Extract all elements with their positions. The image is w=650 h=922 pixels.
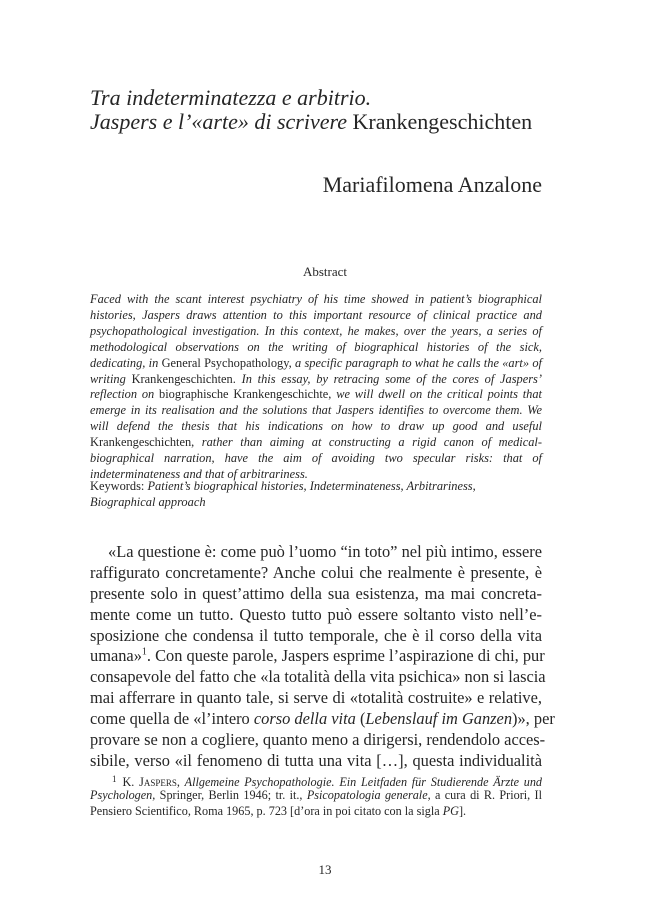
abstract-roman-4: Krankengeschichten,	[90, 435, 195, 450]
abstract-part-4: we will dwell on the critical points that emerge in its realisation and the solutions that Jaspers identifies to overcome them. We will defend the thesis that his indications on how to draw up good and useful	[90, 387, 542, 434]
footnote-text: ].	[458, 803, 467, 818]
body-text: . Con queste parole, Jaspers esprime l’aspirazione di chi, pur	[146, 646, 545, 666]
footnote-author: K. Jaspers,	[122, 775, 180, 789]
footnote-translation-title: Psicopatologia generale,	[306, 787, 431, 802]
footnote-text: Pensiero Scientifico, Roma 1965, p. 723 [d’ora in poi citato con la sigla	[90, 803, 440, 818]
footnote-title-cont: Psychologen,	[90, 787, 156, 802]
title-line-2-roman: Krankengeschichten	[352, 109, 533, 134]
abstract-part-5: rather than aiming at constructing a rigid canon of medical-biographical narration, have the aim of avoiding two specular risks: that of indeterminateness and that of arbitrariness.	[90, 435, 542, 481]
body-line	[90, 709, 555, 730]
body-italic: corso della vita	[253, 709, 356, 729]
abstract-part-1: Faced with the scant interest psychiatry of his time showed in patient’s biographical histories, Jaspers draws attention to this important resource of clinical practice and psychopathological investigation. In this context, he makes, over the years, a series of methodological observations on the writing of biographical histories of the sick, dedicating, in	[90, 292, 542, 370]
footnote-ref[interactable]: 1	[141, 646, 147, 658]
body-line: consapevole del fatto che «la totalità della vita psichica» non si lascia	[90, 667, 546, 687]
body-line: mente come un tutto. Questo tutto può essere soltanto visto nell’e-	[90, 604, 542, 624]
abstract-part-3: In this essay, by retracing some of the cores of Jaspers’ reflection on	[90, 371, 542, 402]
abstract-roman-1: General Psychopathology,	[161, 355, 292, 370]
page-number: 13	[318, 862, 332, 877]
body-line: presente solo in quest’attimo della sua esistenza, ma mai concreta-	[90, 583, 542, 603]
keywords	[90, 479, 542, 511]
abstract-heading: Abstract	[302, 264, 348, 279]
footnote-line	[90, 804, 542, 820]
footnote-title: Allgemeine Psychopathologie. Ein Leitfaden für Studierende Ärzte und	[184, 775, 543, 789]
footnote-abbrev: PG	[442, 803, 459, 818]
author-name: Mariafilomena Anzalone	[322, 172, 542, 197]
body-line: sposizione che condensa il tutto temporale, che è il corso della vita	[90, 625, 542, 645]
body-line	[90, 646, 545, 667]
body-line: sibile, verso «il fenomeno di tutta una vita […], questa individualità	[90, 750, 542, 770]
abstract-roman-3: biographische Krankengeschichte,	[159, 387, 332, 402]
body-line: mai afferrare in quanto tale, si serve di «totalità costruite» e relative,	[90, 688, 542, 708]
footnote-line	[90, 788, 542, 804]
body-text: come quella de «l’intero	[90, 709, 250, 729]
keywords-values: Patient’s biographical histories, Indeterminateness, Arbitrariness, Biographical approach	[90, 479, 476, 509]
abstract-roman-2: Krankengeschichten.	[131, 371, 236, 386]
title-line-1: Tra indeterminatezza e arbitrio.	[90, 85, 372, 110]
footnote-number: 1	[112, 774, 117, 784]
body-line: raffigurato concretamente? Anche colui che realmente è presente, è	[90, 562, 542, 582]
footnote-line	[90, 772, 542, 788]
footnote	[90, 772, 542, 819]
title-line-2	[90, 110, 550, 134]
keywords-label: Keywords:	[90, 479, 145, 493]
body-line: «La questione è: come può l’uomo “in toto” nel più intimo, essere	[108, 542, 542, 561]
body-italic: Lebenslauf im Ganzen	[365, 709, 513, 729]
footnote-editor: a cura di R. Priori, Il	[435, 787, 542, 802]
body-text: umana»	[90, 646, 142, 666]
body-paragraph	[90, 542, 555, 772]
abstract-part-2: a specific paragraph to what he calls the «art» of writing	[90, 355, 542, 386]
article-title	[90, 86, 550, 134]
footnote-publisher: Springer, Berlin 1946; tr. it.,	[159, 787, 303, 802]
body-text: (	[359, 709, 366, 729]
abstract-text	[90, 292, 542, 483]
body-text: )», per	[512, 709, 555, 729]
body-line: provare se non a cogliere, quanto meno a dirigersi, rendendolo acces-	[90, 730, 546, 750]
title-line-2-italic: Jaspers e l’«arte» di scrivere	[90, 109, 348, 134]
